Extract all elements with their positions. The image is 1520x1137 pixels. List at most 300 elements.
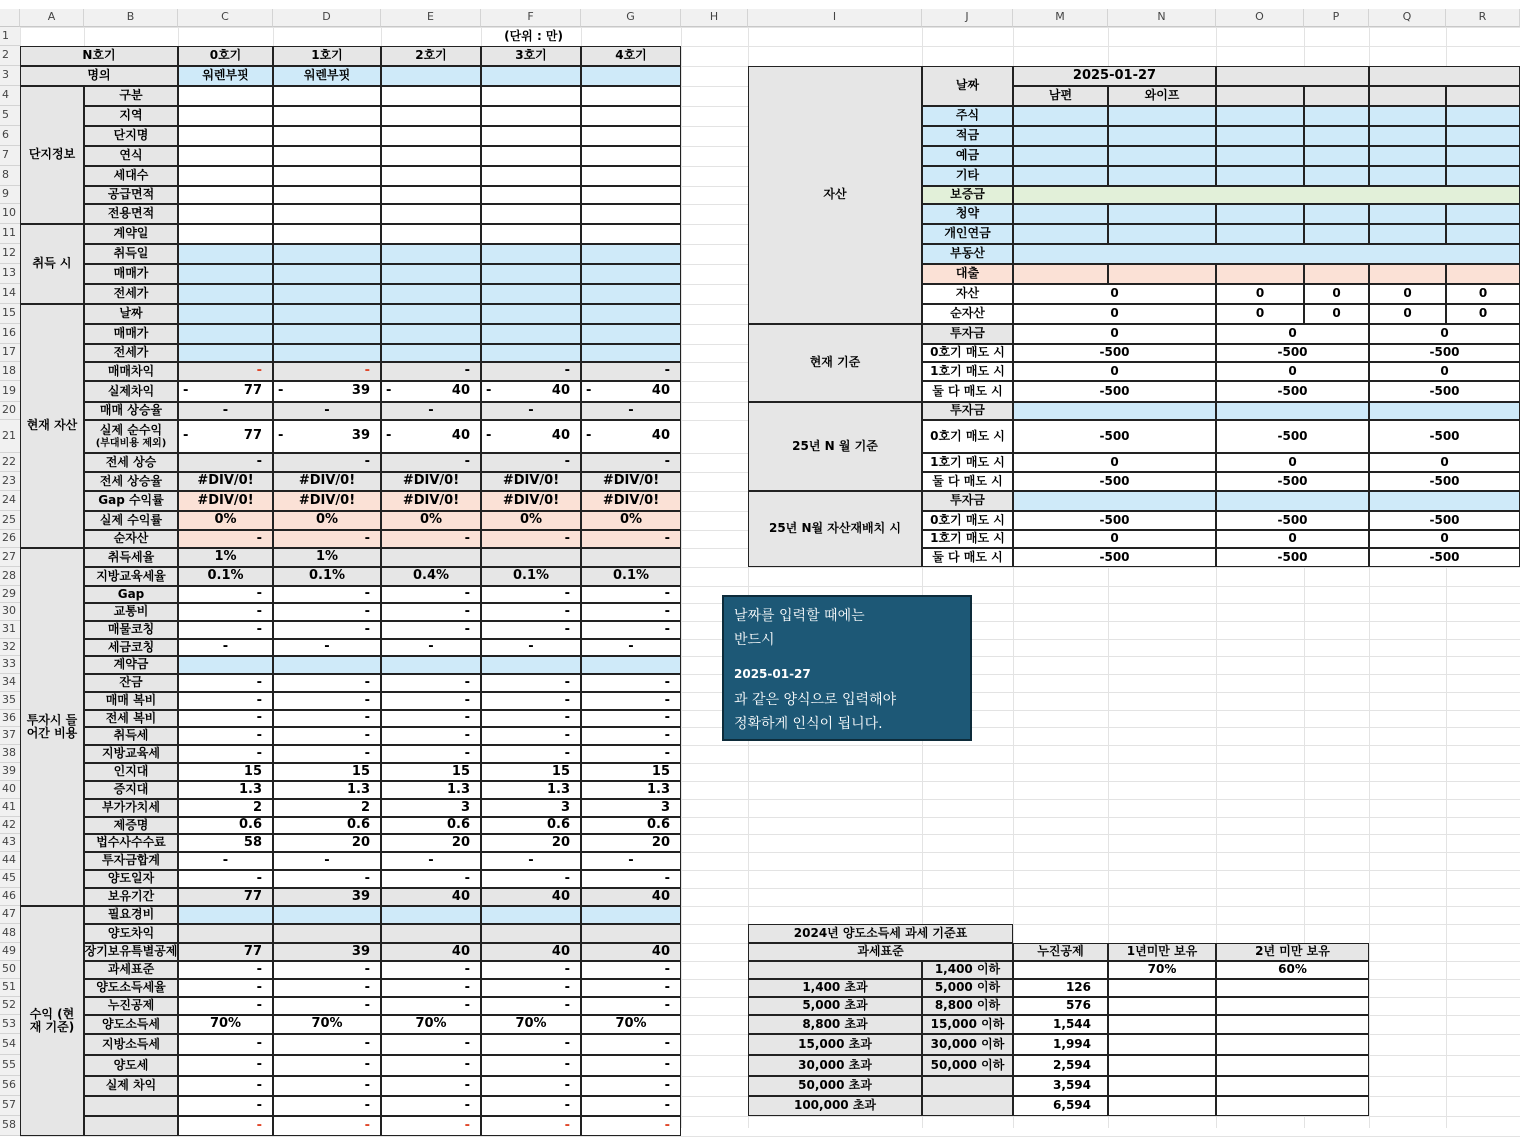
- value-cell[interactable]: 0%: [178, 511, 273, 530]
- asset-input-cell[interactable]: [1304, 126, 1369, 146]
- row-header-9[interactable]: 9: [0, 186, 20, 204]
- value-cell[interactable]: -: [381, 453, 481, 472]
- column-header-R[interactable]: R: [1446, 9, 1520, 27]
- row-header-46[interactable]: 46: [0, 888, 20, 906]
- value-cell[interactable]: -: [381, 997, 481, 1015]
- asset-total[interactable]: 0: [1446, 284, 1520, 304]
- asset-input-cell[interactable]: [1446, 264, 1520, 284]
- row-header-18[interactable]: 18: [0, 362, 20, 381]
- scenario-value[interactable]: 0: [1013, 530, 1216, 548]
- value-cell[interactable]: -: [178, 362, 273, 381]
- column-header-G[interactable]: G: [581, 9, 681, 27]
- value-cell[interactable]: 1.3: [581, 781, 681, 799]
- column-header-A[interactable]: A: [20, 9, 84, 27]
- value-cell[interactable]: [381, 186, 481, 204]
- asset-item-label[interactable]: 예금: [922, 146, 1013, 166]
- bracket-hi[interactable]: [922, 1076, 1013, 1096]
- value-cell[interactable]: 0.6: [273, 817, 381, 834]
- row-header-52[interactable]: 52: [0, 997, 20, 1015]
- bracket-hi[interactable]: [922, 1096, 1013, 1116]
- scenario-label-1[interactable]: 25년 N 월 기준: [748, 402, 922, 491]
- scenario-value[interactable]: 0: [1369, 362, 1520, 381]
- under-2y-header[interactable]: 2년 미만 보유: [1216, 943, 1369, 961]
- value-cell[interactable]: -: [178, 1116, 273, 1136]
- bracket-1y[interactable]: [1108, 979, 1216, 997]
- value-cell[interactable]: -: [581, 362, 681, 381]
- row-header-44[interactable]: 44: [0, 852, 20, 870]
- value-cell[interactable]: [481, 381, 581, 402]
- value-cell[interactable]: [273, 86, 381, 106]
- value-cell[interactable]: #DIV/0!: [581, 472, 681, 491]
- value-cell[interactable]: 70%: [581, 1015, 681, 1034]
- row-label[interactable]: 인지대: [84, 763, 178, 781]
- row-header-40[interactable]: 40: [0, 781, 20, 799]
- row-label[interactable]: 양도소득세율: [84, 979, 178, 997]
- value-cell[interactable]: 77: [178, 943, 273, 961]
- row-label[interactable]: 세금코칭: [84, 639, 178, 656]
- value-cell[interactable]: [581, 86, 681, 106]
- value-cell[interactable]: -: [481, 1034, 581, 1055]
- row-header-41[interactable]: 41: [0, 799, 20, 817]
- value-cell[interactable]: -: [381, 621, 481, 639]
- value-cell[interactable]: [178, 420, 273, 453]
- value-cell[interactable]: [178, 264, 273, 284]
- owner-cell-1[interactable]: 워렌부핏: [273, 66, 381, 86]
- person-header[interactable]: [1216, 86, 1304, 106]
- value-cell[interactable]: [581, 284, 681, 304]
- value-cell[interactable]: -: [481, 586, 581, 603]
- row-header-39[interactable]: 39: [0, 763, 20, 781]
- row-label[interactable]: 연식: [84, 146, 178, 166]
- column-header-C[interactable]: C: [178, 9, 273, 27]
- date-cell-3[interactable]: [1369, 66, 1520, 86]
- row-label[interactable]: [84, 1096, 178, 1116]
- value-cell[interactable]: [273, 420, 381, 453]
- select-all-corner[interactable]: [0, 9, 20, 27]
- value-cell[interactable]: -: [481, 674, 581, 692]
- bracket-hi[interactable]: 1,400 이하: [922, 961, 1013, 979]
- person-header[interactable]: [1304, 86, 1369, 106]
- value-cell[interactable]: [581, 344, 681, 362]
- value-cell[interactable]: 70%: [273, 1015, 381, 1034]
- row-header-50[interactable]: 50: [0, 961, 20, 979]
- value-cell[interactable]: -: [581, 745, 681, 763]
- value-cell[interactable]: 0.6: [381, 817, 481, 834]
- value-cell[interactable]: [381, 86, 481, 106]
- value-cell[interactable]: [381, 420, 481, 453]
- value-cell[interactable]: [273, 224, 381, 244]
- value-cell[interactable]: -: [178, 639, 273, 656]
- row-header-34[interactable]: 34: [0, 674, 20, 692]
- value-cell[interactable]: -: [581, 727, 681, 745]
- row-label[interactable]: 지방교육세율: [84, 567, 178, 586]
- value-cell[interactable]: [178, 186, 273, 204]
- asset-input-cell[interactable]: [1013, 126, 1108, 146]
- asset-input-cell[interactable]: [1369, 146, 1446, 166]
- scenario-row-label[interactable]: 둘 다 매도 시: [922, 381, 1013, 402]
- row-label[interactable]: 실제차익: [84, 381, 178, 402]
- row-label[interactable]: Gap 수익률: [84, 491, 178, 511]
- scenario-label-2[interactable]: 25년 N월 자산재배치 시: [748, 491, 922, 567]
- value-cell[interactable]: [381, 324, 481, 344]
- row-header-4[interactable]: 4: [0, 86, 20, 106]
- value-cell[interactable]: [581, 548, 681, 567]
- value-cell[interactable]: [178, 304, 273, 324]
- bracket-1y[interactable]: [1108, 1076, 1216, 1096]
- value-cell[interactable]: [481, 146, 581, 166]
- value-cell[interactable]: -: [381, 1116, 481, 1136]
- asset-input-cell[interactable]: [1013, 204, 1108, 224]
- value-cell[interactable]: -: [581, 692, 681, 710]
- value-cell[interactable]: -: [381, 1034, 481, 1055]
- row-label[interactable]: 필요경비: [84, 906, 178, 924]
- value-cell[interactable]: -: [178, 727, 273, 745]
- value-cell[interactable]: 0.1%: [481, 567, 581, 586]
- value-cell[interactable]: 1%: [178, 548, 273, 567]
- column-header-F[interactable]: F: [481, 9, 581, 27]
- value-cell[interactable]: -: [581, 852, 681, 870]
- value-cell[interactable]: 3: [581, 799, 681, 817]
- scenario-value[interactable]: -500: [1369, 381, 1520, 402]
- row-label[interactable]: 장기보유특별공제: [84, 943, 178, 961]
- value-cell[interactable]: [381, 126, 481, 146]
- bracket-2y[interactable]: [1216, 1015, 1369, 1034]
- asset-input-cell[interactable]: [1216, 146, 1304, 166]
- value-cell[interactable]: [381, 166, 481, 186]
- value-cell[interactable]: [381, 344, 481, 362]
- value-cell[interactable]: 20: [581, 834, 681, 852]
- scenario-value[interactable]: [1216, 402, 1369, 420]
- value-cell[interactable]: [581, 146, 681, 166]
- row-header-30[interactable]: 30: [0, 603, 20, 621]
- group-label-3[interactable]: 투자시 들어간 비용: [20, 548, 84, 906]
- row-label[interactable]: 양도차익: [84, 924, 178, 943]
- scenario-row-label[interactable]: 둘 다 매도 시: [922, 548, 1013, 567]
- row-label[interactable]: 계약일: [84, 224, 178, 244]
- row-header-35[interactable]: 35: [0, 692, 20, 710]
- asset-input-cell[interactable]: [1446, 224, 1520, 244]
- asset-section-label[interactable]: 자산: [748, 66, 922, 324]
- row-header-58[interactable]: 58: [0, 1116, 20, 1136]
- tax-base-header[interactable]: 과세표준: [748, 943, 1013, 961]
- row-header-25[interactable]: 25: [0, 511, 20, 530]
- row-header-38[interactable]: 38: [0, 745, 20, 763]
- value-cell[interactable]: [581, 906, 681, 924]
- value-cell[interactable]: -: [273, 674, 381, 692]
- asset-input-row[interactable]: [1013, 186, 1520, 204]
- value-cell[interactable]: -: [273, 852, 381, 870]
- bracket-2y[interactable]: [1216, 1096, 1369, 1116]
- row-header-47[interactable]: 47: [0, 906, 20, 924]
- value-cell[interactable]: 39: [273, 943, 381, 961]
- asset-input-cell[interactable]: [1013, 166, 1108, 186]
- value-cell[interactable]: [273, 284, 381, 304]
- bracket-hi[interactable]: 30,000 이하: [922, 1034, 1013, 1055]
- asset-item-label[interactable]: 자산: [922, 284, 1013, 304]
- bracket-deduct[interactable]: 1,544: [1013, 1015, 1108, 1034]
- bracket-1y[interactable]: [1108, 1015, 1216, 1034]
- row-label[interactable]: 과세표준: [84, 961, 178, 979]
- row-header-55[interactable]: 55: [0, 1055, 20, 1076]
- value-cell[interactable]: [481, 924, 581, 943]
- value-cell[interactable]: [178, 106, 273, 126]
- row-label[interactable]: 제증명: [84, 817, 178, 834]
- row-header-33[interactable]: 33: [0, 656, 20, 674]
- group-label-1[interactable]: 취득 시: [20, 224, 84, 304]
- value-cell[interactable]: -: [273, 1116, 381, 1136]
- value-cell[interactable]: -: [178, 1096, 273, 1116]
- value-cell[interactable]: -: [178, 453, 273, 472]
- asset-input-cell[interactable]: [1216, 166, 1304, 186]
- date-label[interactable]: 날짜: [922, 66, 1013, 106]
- value-cell[interactable]: [481, 224, 581, 244]
- value-cell[interactable]: 15: [581, 763, 681, 781]
- unit-header-3[interactable]: 3호기: [481, 46, 581, 66]
- value-cell[interactable]: 20: [273, 834, 381, 852]
- asset-input-cell[interactable]: [1013, 224, 1108, 244]
- row-label[interactable]: 전세 복비: [84, 710, 178, 727]
- asset-input-cell[interactable]: [1216, 264, 1304, 284]
- row-header-10[interactable]: 10: [0, 204, 20, 224]
- scenario-value[interactable]: [1369, 491, 1520, 511]
- bracket-lo[interactable]: 15,000 초과: [748, 1034, 922, 1055]
- value-cell[interactable]: -: [381, 692, 481, 710]
- row-header-16[interactable]: 16: [0, 324, 20, 344]
- value-cell[interactable]: -: [481, 1096, 581, 1116]
- scenario-value[interactable]: -500: [1369, 548, 1520, 567]
- value-cell[interactable]: -: [481, 1076, 581, 1096]
- value-cell[interactable]: -: [273, 586, 381, 603]
- asset-total[interactable]: 0: [1216, 284, 1304, 304]
- value-cell[interactable]: -: [381, 1076, 481, 1096]
- asset-item-label[interactable]: 주식: [922, 106, 1013, 126]
- value-cell[interactable]: -: [381, 586, 481, 603]
- value-cell[interactable]: #DIV/0!: [481, 491, 581, 511]
- scenario-value[interactable]: -500: [1013, 548, 1216, 567]
- tax-table-title[interactable]: 2024년 양도소득세 과세 기준표: [748, 924, 1013, 943]
- scenario-value[interactable]: 0: [1216, 530, 1369, 548]
- scenario-value[interactable]: -500: [1013, 381, 1216, 402]
- value-cell[interactable]: -: [273, 402, 381, 420]
- value-cell[interactable]: 1.3: [178, 781, 273, 799]
- value-cell[interactable]: [581, 381, 681, 402]
- scenario-value[interactable]: [1013, 491, 1216, 511]
- row-label[interactable]: 매매가: [84, 324, 178, 344]
- scenario-value[interactable]: 0: [1013, 453, 1216, 472]
- value-cell[interactable]: #DIV/0!: [381, 491, 481, 511]
- value-cell[interactable]: -: [178, 586, 273, 603]
- asset-item-label[interactable]: 개인연금: [922, 224, 1013, 244]
- value-cell[interactable]: 15: [381, 763, 481, 781]
- scenario-value[interactable]: -500: [1216, 511, 1369, 530]
- column-header-I[interactable]: I: [748, 9, 922, 27]
- row-label[interactable]: 양도소득세: [84, 1015, 178, 1034]
- value-cell[interactable]: [581, 264, 681, 284]
- scenario-value[interactable]: 0: [1369, 324, 1520, 344]
- asset-input-cell[interactable]: [1369, 264, 1446, 284]
- value-cell[interactable]: -: [381, 710, 481, 727]
- owner-cell-3[interactable]: [481, 66, 581, 86]
- asset-input-cell[interactable]: [1013, 106, 1108, 126]
- value-cell[interactable]: #DIV/0!: [178, 472, 273, 491]
- asset-input-cell[interactable]: [1446, 146, 1520, 166]
- value-cell[interactable]: [381, 146, 481, 166]
- value-cell[interactable]: -: [273, 1076, 381, 1096]
- scenario-value[interactable]: [1013, 402, 1216, 420]
- scenario-value[interactable]: [1369, 402, 1520, 420]
- value-cell[interactable]: [481, 204, 581, 224]
- value-cell[interactable]: -: [481, 852, 581, 870]
- value-cell[interactable]: -: [273, 621, 381, 639]
- row-header-5[interactable]: 5: [0, 106, 20, 126]
- asset-input-cell[interactable]: [1446, 106, 1520, 126]
- value-cell[interactable]: -: [481, 727, 581, 745]
- value-cell[interactable]: -: [273, 453, 381, 472]
- value-cell[interactable]: -: [381, 1096, 481, 1116]
- deduct-header[interactable]: 누진공제: [1013, 943, 1108, 961]
- husband-header[interactable]: 남편: [1013, 86, 1108, 106]
- value-cell[interactable]: [178, 324, 273, 344]
- value-cell[interactable]: #DIV/0!: [481, 472, 581, 491]
- value-cell[interactable]: [581, 244, 681, 264]
- owner-cell-0[interactable]: 워렌부핏: [178, 66, 273, 86]
- row-header-31[interactable]: 31: [0, 621, 20, 639]
- asset-item-label[interactable]: 보증금: [922, 186, 1013, 204]
- asset-input-cell[interactable]: [1369, 126, 1446, 146]
- wife-header[interactable]: 와이프: [1108, 86, 1216, 106]
- row-header-13[interactable]: 13: [0, 264, 20, 284]
- asset-input-cell[interactable]: [1013, 146, 1108, 166]
- row-header-56[interactable]: 56: [0, 1076, 20, 1096]
- scenario-value[interactable]: 0: [1216, 453, 1369, 472]
- value-cell[interactable]: -: [178, 979, 273, 997]
- value-cell[interactable]: -: [581, 453, 681, 472]
- row-label[interactable]: 전세가: [84, 344, 178, 362]
- row-label[interactable]: 투자금합계: [84, 852, 178, 870]
- scenario-value[interactable]: 0: [1216, 324, 1369, 344]
- value-cell[interactable]: -: [481, 961, 581, 979]
- value-cell[interactable]: [381, 284, 481, 304]
- asset-item-label[interactable]: 기타: [922, 166, 1013, 186]
- row-header-37[interactable]: 37: [0, 727, 20, 745]
- value-cell[interactable]: -: [178, 530, 273, 548]
- bracket-2y[interactable]: [1216, 1034, 1369, 1055]
- asset-input-cell[interactable]: [1369, 224, 1446, 244]
- value-cell[interactable]: 2: [273, 799, 381, 817]
- row-label[interactable]: 취득세율: [84, 548, 178, 567]
- value-cell[interactable]: -: [481, 870, 581, 888]
- scenario-value[interactable]: -500: [1216, 472, 1369, 491]
- bracket-deduct[interactable]: 2,594: [1013, 1055, 1108, 1076]
- value-cell[interactable]: -: [381, 674, 481, 692]
- value-cell[interactable]: 0%: [481, 511, 581, 530]
- value-cell[interactable]: -: [178, 1034, 273, 1055]
- value-cell[interactable]: 0.1%: [273, 567, 381, 586]
- row-label[interactable]: 취득세: [84, 727, 178, 745]
- scenario-value[interactable]: 0: [1013, 362, 1216, 381]
- value-cell[interactable]: [481, 106, 581, 126]
- value-cell[interactable]: 20: [381, 834, 481, 852]
- value-cell[interactable]: [178, 146, 273, 166]
- owner-label[interactable]: 명의: [20, 66, 178, 86]
- row-label[interactable]: 계약금: [84, 656, 178, 674]
- row-label[interactable]: 전세가: [84, 284, 178, 304]
- value-cell[interactable]: -: [581, 961, 681, 979]
- value-cell[interactable]: 0%: [581, 511, 681, 530]
- value-cell[interactable]: -: [581, 1055, 681, 1076]
- value-cell[interactable]: 70%: [481, 1015, 581, 1034]
- bracket-deduct[interactable]: 6,594: [1013, 1096, 1108, 1116]
- row-header-23[interactable]: 23: [0, 472, 20, 491]
- value-cell[interactable]: -: [381, 530, 481, 548]
- value-cell[interactable]: -: [273, 979, 381, 997]
- value-cell[interactable]: [178, 126, 273, 146]
- bracket-2y[interactable]: [1216, 1076, 1369, 1096]
- row-label[interactable]: 지역: [84, 106, 178, 126]
- owner-cell-2[interactable]: [381, 66, 481, 86]
- asset-input-cell[interactable]: [1216, 106, 1304, 126]
- row-label[interactable]: 순자산: [84, 530, 178, 548]
- row-label[interactable]: 보유기간: [84, 888, 178, 906]
- value-cell[interactable]: -: [178, 710, 273, 727]
- value-cell[interactable]: -: [481, 692, 581, 710]
- row-label[interactable]: 날짜: [84, 304, 178, 324]
- value-cell[interactable]: 77: [178, 888, 273, 906]
- value-cell[interactable]: 40: [481, 943, 581, 961]
- scenario-value[interactable]: [1216, 491, 1369, 511]
- value-cell[interactable]: -: [178, 997, 273, 1015]
- scenario-value[interactable]: -500: [1216, 344, 1369, 362]
- scenario-value[interactable]: -500: [1013, 472, 1216, 491]
- bracket-hi[interactable]: 5,000 이하: [922, 979, 1013, 997]
- value-cell[interactable]: 0.1%: [178, 567, 273, 586]
- value-cell[interactable]: [481, 324, 581, 344]
- asset-input-cell[interactable]: [1108, 126, 1216, 146]
- value-cell[interactable]: -: [178, 1076, 273, 1096]
- asset-total-0[interactable]: 0: [1013, 284, 1216, 304]
- value-cell[interactable]: [178, 656, 273, 674]
- value-cell[interactable]: -: [481, 1116, 581, 1136]
- value-cell[interactable]: [381, 224, 481, 244]
- bracket-hi[interactable]: 15,000 이하: [922, 1015, 1013, 1034]
- asset-total[interactable]: 0: [1369, 304, 1446, 324]
- value-cell[interactable]: #DIV/0!: [178, 491, 273, 511]
- scenario-value[interactable]: -500: [1013, 511, 1216, 530]
- asset-item-label[interactable]: 적금: [922, 126, 1013, 146]
- asset-total[interactable]: 0: [1446, 304, 1520, 324]
- value-cell[interactable]: [581, 106, 681, 126]
- value-cell[interactable]: -: [178, 745, 273, 763]
- row-header-28[interactable]: 28: [0, 567, 20, 586]
- value-cell[interactable]: [381, 906, 481, 924]
- bracket-2y[interactable]: [1216, 997, 1369, 1015]
- value-cell[interactable]: -: [581, 530, 681, 548]
- bracket-1y[interactable]: [1108, 1055, 1216, 1076]
- bracket-1y[interactable]: [1108, 1034, 1216, 1055]
- asset-item-label[interactable]: 청약: [922, 204, 1013, 224]
- value-cell[interactable]: 40: [581, 943, 681, 961]
- value-cell[interactable]: -: [273, 692, 381, 710]
- row-label[interactable]: Gap: [84, 586, 178, 603]
- row-label[interactable]: 매매 복비: [84, 692, 178, 710]
- value-cell[interactable]: [481, 548, 581, 567]
- asset-input-cell[interactable]: [1108, 166, 1216, 186]
- asset-input-cell[interactable]: [1216, 126, 1304, 146]
- value-cell[interactable]: -: [273, 870, 381, 888]
- value-cell[interactable]: -: [581, 1034, 681, 1055]
- row-label[interactable]: 양도세: [84, 1055, 178, 1076]
- value-cell[interactable]: 2: [178, 799, 273, 817]
